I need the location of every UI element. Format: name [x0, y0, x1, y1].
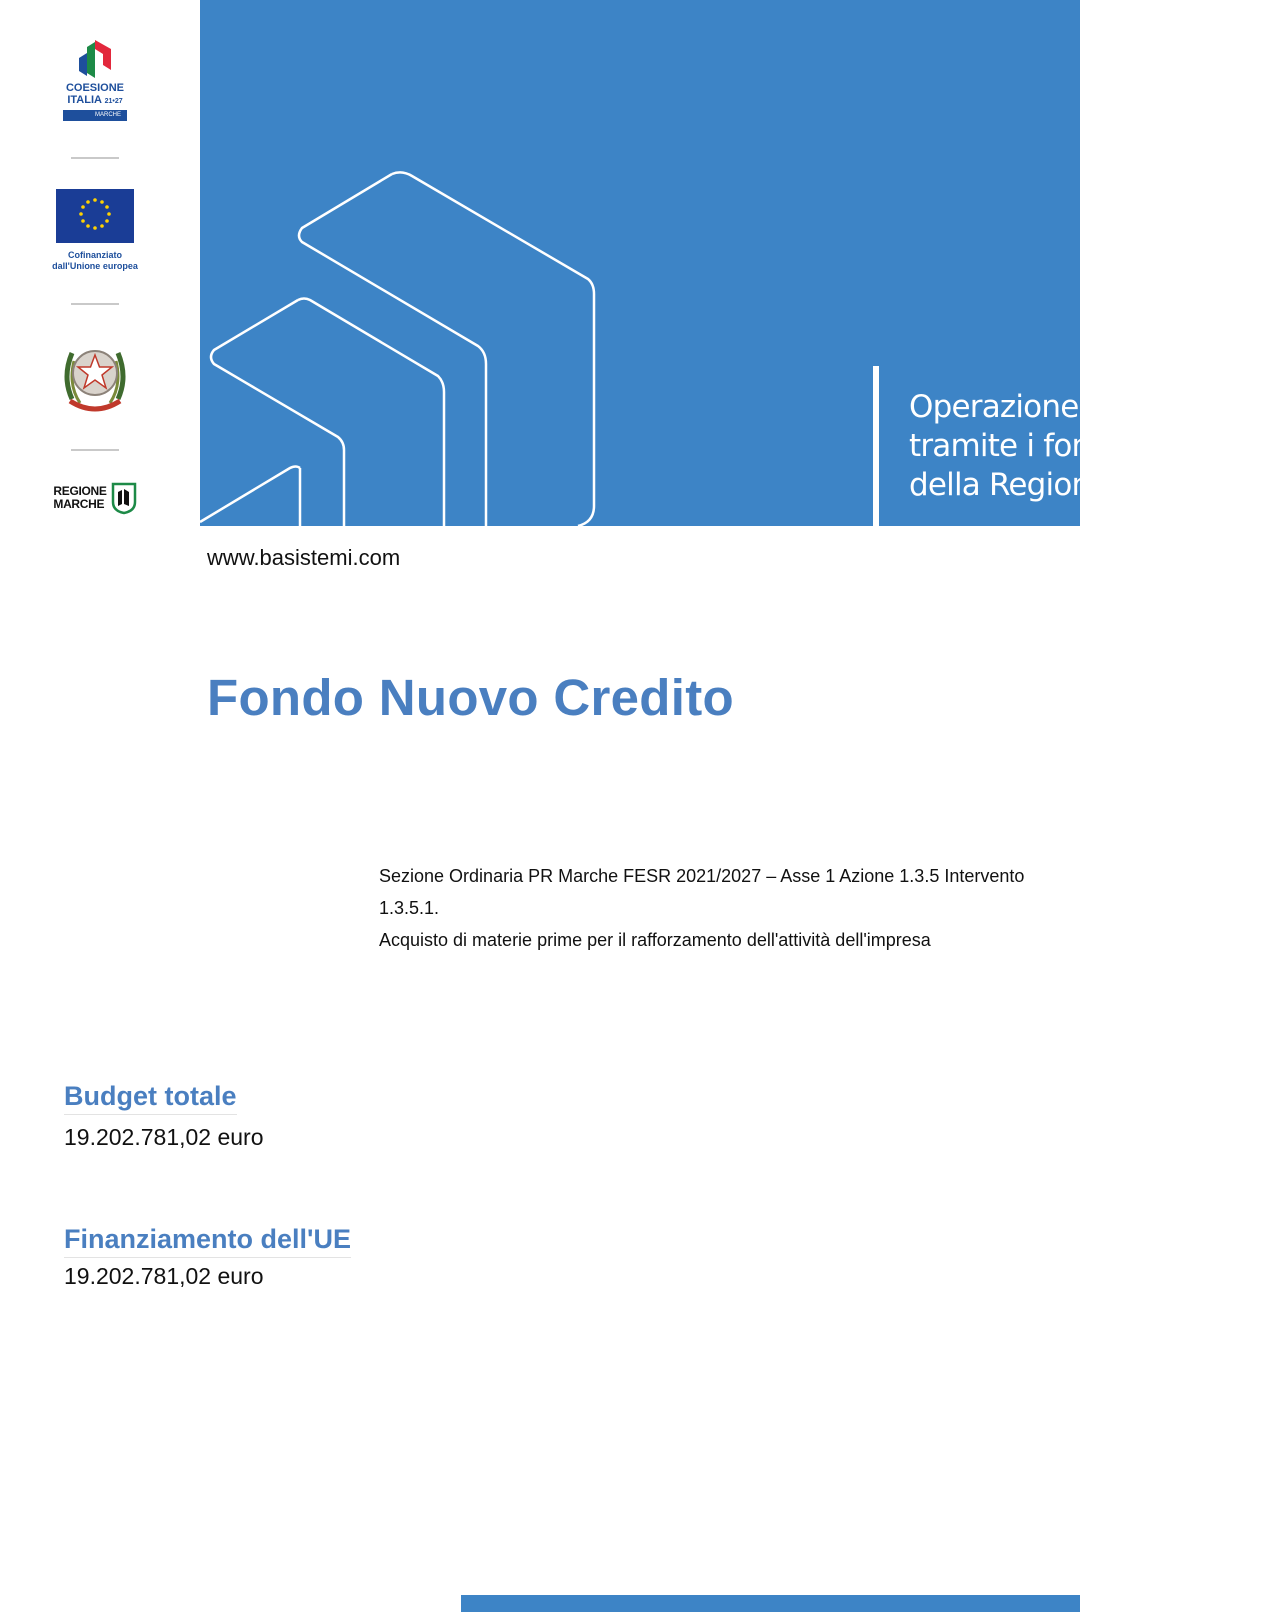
description-line2: 1.3.5.1.: [379, 898, 440, 918]
hero-line3: della Regione Marche: [909, 467, 1227, 503]
hero-line1: Operazione realizzata: [909, 389, 1230, 425]
logo-divider: [71, 303, 119, 305]
coesione-italia-logo: [0, 38, 190, 121]
regione-marche-row: [53, 482, 136, 514]
italian-emblem-icon: [60, 337, 130, 417]
eu-cofinanced-logo: [0, 189, 190, 272]
eu-caption-line2: dall'Unione europea: [52, 261, 138, 271]
document-title: Fondo Nuovo Credito: [207, 669, 734, 726]
regione-marche-logo: [0, 482, 190, 514]
coesione-line2: ITALIA: [67, 94, 102, 106]
hero-vertical-bar: [873, 366, 879, 526]
project-description: [379, 860, 1069, 956]
hero-operation-text: [909, 388, 1269, 505]
logo-divider: [71, 157, 119, 159]
coesione-line1: COESIONE: [65, 82, 125, 94]
regione-marche-shield-icon: [111, 482, 137, 514]
description-line3: Acquisto di materie prime per il rafforzamento dell'attività dell'impresa: [379, 930, 931, 950]
logo-divider: [71, 449, 119, 451]
coesione-region-band: MARCHE: [63, 110, 127, 121]
description-line1: Sezione Ordinaria PR Marche FESR 2021/2027 – Asse 1 Azione 1.3.5 Intervento: [379, 866, 1025, 886]
eu-funding-label: Finanziamento dell'UE: [64, 1224, 351, 1258]
footer-accent-bar: [461, 1595, 1080, 1612]
coesione-italia-icon: [73, 38, 117, 82]
logo-sidebar: [0, 0, 200, 530]
hero-banner: [200, 0, 1238, 526]
repubblica-emblem-logo: [0, 337, 190, 417]
hero-line2: tramite i fondi europei: [909, 428, 1238, 464]
eu-caption-line1: Cofinanziato: [68, 250, 122, 260]
budget-value: 19.202.781,02 euro: [64, 1124, 264, 1150]
coesione-years: 21•27: [104, 98, 123, 105]
eu-flag-icon: [56, 189, 134, 243]
eu-caption: [52, 250, 138, 272]
budget-label: Budget totale: [64, 1081, 237, 1115]
coesione-line2-row: [67, 94, 122, 108]
regione-line2: MARCHE: [53, 497, 105, 511]
website-url: www.basistemi.com: [207, 545, 401, 570]
eu-funding-value: 19.202.781,02 euro: [64, 1263, 264, 1289]
regione-marche-wordmark: [53, 485, 106, 511]
regione-line1: REGIONE: [53, 484, 107, 498]
